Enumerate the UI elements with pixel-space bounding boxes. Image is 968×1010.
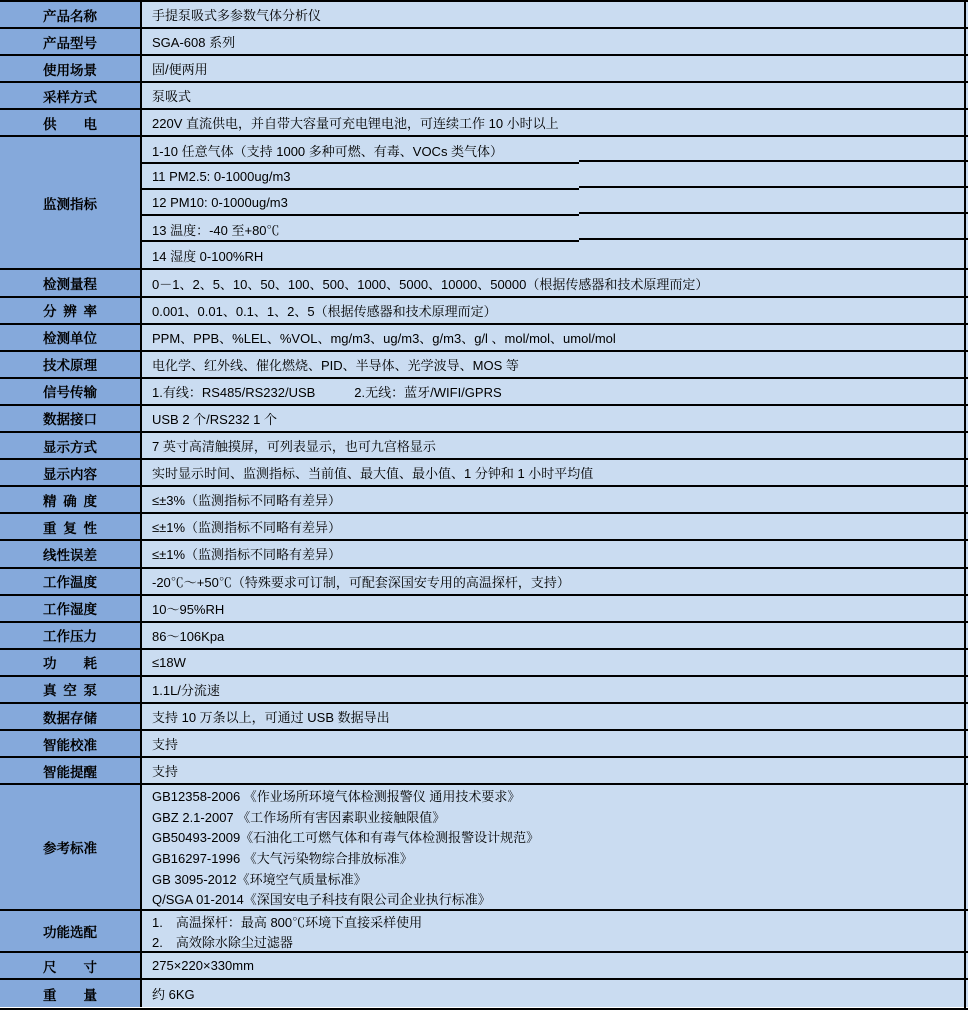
value-repeatability: ≤±1%（监测指标不同略有差异）: [152, 520, 342, 536]
value-reference-standards-2: GBZ 2.1-2007 《工作场所有害因素职业接触限值》: [152, 809, 446, 825]
row-label-data-storage: 数据存储: [43, 710, 97, 726]
value-cell-operating-humidity: [142, 596, 968, 621]
spec-row-vacuum-pump: [0, 677, 968, 704]
label-cell-reference-standards: [0, 785, 142, 909]
value-cell-optional-features: [142, 911, 968, 951]
spec-row-data-interface: [0, 406, 968, 433]
spec-row-smart-reminder: [0, 758, 968, 785]
value-power-consumption: ≤18W: [152, 654, 186, 670]
spec-row-optional-features: [0, 911, 968, 953]
label-cell-smart-reminder: [0, 758, 142, 783]
value-monitoring-indicators-2: 11 PM2.5: 0-1000ug/m3: [142, 164, 968, 190]
value-cell-data-storage: [142, 704, 968, 729]
spec-row-product-model: [0, 29, 968, 56]
spec-row-sampling-method: [0, 83, 968, 110]
value-reference-standards-1: GB12358-2006 《作业场所环境气体检测报警仪 通用技术要求》: [152, 789, 521, 805]
row-label-dimensions: 尺寸: [43, 959, 97, 975]
spec-row-repeatability: [0, 514, 968, 541]
value-reference-standards-4: GB16297-1996 《大气污染物综合排放标准》: [152, 851, 413, 867]
spec-row-display-content: [0, 460, 968, 487]
row-label-product-model: 产品型号: [43, 35, 97, 51]
spec-row-usage-scenario: [0, 56, 968, 83]
value-reference-standards-3: GB50493-2009《石油化工可燃气体和有毒气体检测报警设计规范》: [152, 830, 540, 846]
label-cell-product-name: [0, 2, 142, 27]
row-label-technical-principles: 技术原理: [43, 358, 97, 374]
spec-row-reference-standards: [0, 785, 968, 911]
value-data-storage: 支持 10 万条以上，可通过 USB 数据导出: [152, 710, 390, 726]
value-cell-monitoring-indicators: [142, 137, 968, 268]
row-label-smart-calibration: 智能校准: [43, 737, 97, 753]
value-detection-units: PPM、PPB、%LEL、%VOL、mg/m3、ug/m3、g/m3、g/l 、mol/mol、umol/mol: [152, 330, 616, 346]
value-cell-product-name: [142, 2, 968, 27]
spec-row-technical-principles: [0, 352, 968, 379]
spec-row-weight: [0, 980, 968, 1007]
value-cell-power-supply: [142, 110, 968, 135]
value-operating-temperature: -20℃～+50℃（特殊要求可订制，可配套深国安专用的高温探杆，支持）: [152, 574, 570, 590]
value-smart-reminder: 支持: [152, 764, 179, 780]
label-cell-resolution: [0, 298, 142, 323]
label-cell-vacuum-pump: [0, 677, 142, 702]
row-label-signal-transmission: 信号传输: [43, 385, 97, 401]
row-label-operating-pressure: 工作压力: [43, 629, 97, 645]
value-accuracy: ≤±3%（监测指标不同略有差异）: [152, 493, 342, 509]
label-cell-smart-calibration: [0, 731, 142, 756]
spec-row-display-mode: [0, 433, 968, 460]
value-data-interface: USB 2 个/RS232 1 个: [152, 411, 277, 427]
label-cell-operating-temperature: [0, 569, 142, 594]
spec-row-detection-range: [0, 270, 968, 297]
row-label-optional-features: 功能选配: [43, 925, 97, 941]
value-cell-weight: [142, 980, 968, 1007]
value-cell-display-content: [142, 460, 968, 485]
value-cell-detection-range: [142, 270, 968, 295]
value-cell-power-consumption: [142, 650, 968, 675]
value-monitoring-indicators-3: 12 PM10: 0-1000ug/m3: [142, 190, 968, 216]
value-cell-product-model: [142, 29, 968, 54]
value-cell-vacuum-pump: [142, 677, 968, 702]
label-cell-detection-range: [0, 270, 142, 295]
value-cell-resolution: [142, 298, 968, 323]
label-cell-power-supply: [0, 110, 142, 135]
value-detection-range: 0－1、2、5、10、50、100、500、1000、5000、10000、50000（根据传感器和技术原理而定）: [152, 276, 709, 292]
spec-row-signal-transmission: [0, 379, 968, 406]
label-cell-signal-transmission: [0, 379, 142, 404]
label-cell-data-interface: [0, 406, 142, 431]
spec-row-smart-calibration: [0, 731, 968, 758]
row-label-power-supply: 供电: [43, 116, 97, 132]
row-label-sampling-method: 采样方式: [43, 89, 97, 105]
value-cell-usage-scenario: [142, 56, 968, 81]
spec-row-linearity-error: [0, 541, 968, 568]
value-usage-scenario: 固/便两用: [152, 62, 208, 78]
row-label-data-interface: 数据接口: [43, 412, 97, 428]
value-operating-humidity: 10～95%RH: [152, 601, 225, 617]
value-vacuum-pump: 1.1L/分流速: [152, 682, 220, 698]
spec-row-product-name: [0, 2, 968, 29]
label-cell-detection-units: [0, 325, 142, 350]
value-optional-features-2: 2. 高效除水除尘过滤器: [152, 934, 293, 950]
row-label-resolution: 分辨率: [43, 304, 97, 320]
value-operating-pressure: 86～106Kpa: [152, 628, 225, 644]
value-cell-reference-standards: [142, 785, 968, 909]
value-cell-operating-pressure: [142, 623, 968, 648]
label-cell-operating-pressure: [0, 623, 142, 648]
label-cell-display-mode: [0, 433, 142, 458]
value-optional-features-1: 1. 高温探杆：最高 800℃环境下直接采样使用: [152, 914, 423, 930]
value-cell-accuracy: [142, 487, 968, 512]
value-sampling-method: 泵吸式: [152, 89, 192, 105]
label-cell-optional-features: [0, 911, 142, 951]
label-cell-data-storage: [0, 704, 142, 729]
row-label-usage-scenario: 使用场景: [43, 62, 97, 78]
value-cell-detection-units: [142, 325, 968, 350]
value-product-name: 手提泵吸式多参数气体分析仪: [152, 8, 322, 24]
value-signal-transmission: 1.有线：RS485/RS232/USB 2.无线：蓝牙/WIFI/GPRS: [152, 384, 502, 400]
value-display-content: 实时显示时间、监测指标、当前值、最大值、最小值、1 分钟和 1 小时平均值: [152, 466, 594, 482]
row-label-weight: 重量: [43, 987, 97, 1003]
value-cell-sampling-method: [142, 83, 968, 108]
label-cell-accuracy: [0, 487, 142, 512]
value-smart-calibration: 支持: [152, 737, 179, 753]
spec-row-dimensions: [0, 953, 968, 980]
row-label-smart-reminder: 智能提醒: [43, 764, 97, 780]
row-label-accuracy: 精确度: [43, 493, 97, 509]
label-cell-weight: [0, 980, 142, 1007]
label-cell-technical-principles: [0, 352, 142, 377]
value-resolution: 0.001、0.01、0.1、1、2、5（根据传感器和技术原理而定）: [152, 303, 497, 319]
row-label-detection-range: 检测量程: [43, 277, 97, 293]
value-cell-smart-calibration: [142, 731, 968, 756]
value-cell-smart-reminder: [142, 758, 968, 783]
spec-row-power-consumption: [0, 650, 968, 677]
value-monitoring-indicators-1: 1-10 任意气体（支持 1000 多种可燃、有毒、VOCs 类气体）: [142, 137, 968, 163]
value-reference-standards-5: GB 3095-2012《环境空气质量标准》: [152, 871, 367, 887]
row-label-display-content: 显示内容: [43, 466, 97, 482]
row-label-operating-temperature: 工作温度: [43, 575, 97, 591]
value-reference-standards-6: Q/SGA 01-2014《深国安电子科技有限公司企业执行标准》: [152, 892, 491, 908]
row-label-repeatability: 重复性: [43, 520, 97, 536]
spec-row-operating-temperature: [0, 569, 968, 596]
spec-row-resolution: [0, 298, 968, 325]
value-linearity-error: ≤±1%（监测指标不同略有差异）: [152, 547, 342, 563]
value-monitoring-indicators-5: 14 湿度 0-100%RH: [152, 248, 264, 264]
value-cell-dimensions: [142, 953, 968, 978]
label-cell-display-content: [0, 460, 142, 485]
value-cell-linearity-error: [142, 541, 968, 566]
spec-row-operating-humidity: [0, 596, 968, 623]
spec-row-detection-units: [0, 325, 968, 352]
row-label-linearity-error: 线性误差: [43, 547, 97, 563]
value-display-mode: 7 英寸高清触摸屏，可列表显示，也可九宫格显示: [152, 439, 436, 455]
row-label-operating-humidity: 工作湿度: [43, 602, 97, 618]
value-technical-principles: 电化学、红外线、催化燃烧、PID、半导体、光学波导、MOS 等: [152, 357, 519, 373]
spec-row-power-supply: [0, 110, 968, 137]
row-label-reference-standards: 参考标准: [43, 841, 97, 857]
label-cell-dimensions: [0, 953, 142, 978]
value-cell-display-mode: [142, 433, 968, 458]
label-cell-product-model: [0, 29, 142, 54]
value-cell-data-interface: [142, 406, 968, 431]
label-cell-sampling-method: [0, 83, 142, 108]
row-label-monitoring-indicators: 监测指标: [43, 196, 97, 212]
label-cell-operating-humidity: [0, 596, 142, 621]
spec-row-operating-pressure: [0, 623, 968, 650]
value-dimensions: 275×220×330mm: [152, 958, 254, 974]
value-cell-signal-transmission: [142, 379, 968, 404]
value-product-model: SGA-608 系列: [152, 35, 236, 51]
value-cell-operating-temperature: [142, 569, 968, 594]
row-label-product-name: 产品名称: [43, 8, 97, 24]
row-label-power-consumption: 功耗: [43, 656, 97, 672]
spec-row-data-storage: [0, 704, 968, 731]
label-cell-monitoring-indicators: [0, 137, 142, 268]
row-label-detection-units: 检测单位: [43, 331, 97, 347]
value-cell-technical-principles: [142, 352, 968, 377]
row-label-display-mode: 显示方式: [43, 439, 97, 455]
value-cell-repeatability: [142, 514, 968, 539]
spec-row-accuracy: [0, 487, 968, 514]
label-cell-usage-scenario: [0, 56, 142, 81]
label-cell-repeatability: [0, 514, 142, 539]
label-cell-linearity-error: [0, 541, 142, 566]
value-monitoring-indicators-4: 13 温度：-40 至+80℃: [142, 216, 968, 242]
value-weight: 约 6KG: [152, 987, 195, 1003]
row-label-vacuum-pump: 真空泵: [43, 683, 97, 699]
label-cell-power-consumption: [0, 650, 142, 675]
spec-row-monitoring-indicators: [0, 137, 968, 270]
value-power-supply: 220V 直流供电，并自带大容量可充电锂电池，可连续工作 10 小时以上: [152, 116, 559, 132]
